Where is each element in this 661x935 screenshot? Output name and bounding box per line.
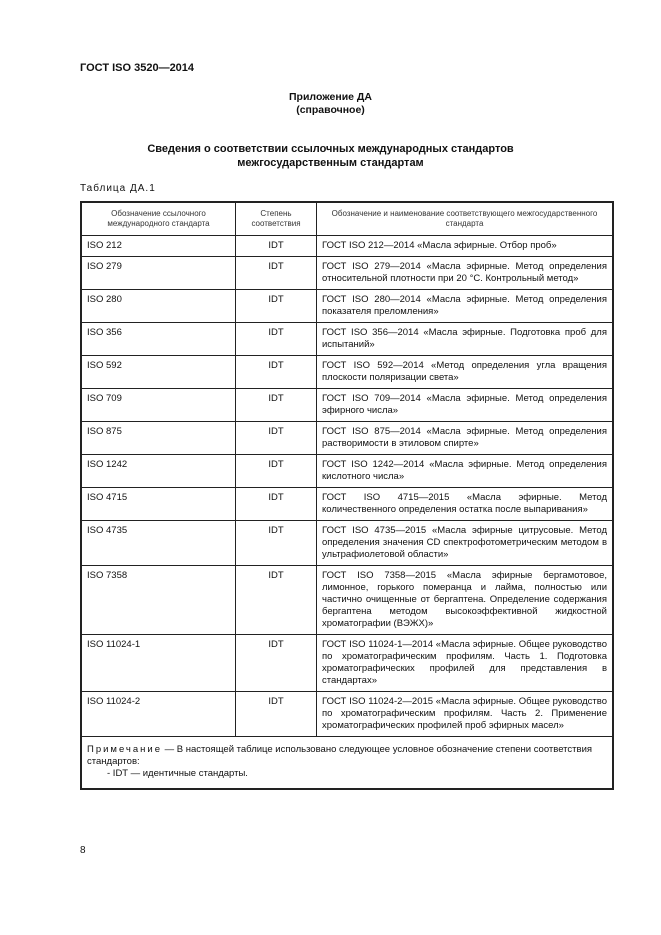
cell-interstate-standard: ГОСТ ISO 356—2014 «Масла эфирные. Подготовка проб для испытаний» <box>317 323 614 356</box>
cell-degree: IDT <box>236 455 317 488</box>
cell-interstate-standard: ГОСТ ISO 875—2014 «Масла эфирные. Метод определения растворимости в этиловом спирте» <box>317 422 614 455</box>
cell-degree: IDT <box>236 356 317 389</box>
table-row <box>81 290 613 323</box>
table-row <box>81 635 613 692</box>
header-intl-standard: Обозначение ссылочного международного стандарта <box>81 202 236 236</box>
cell-interstate-standard: ГОСТ ISO 4735—2015 «Масла эфирные цитрусовые. Метод определения значения CD спектрофотометрическим методом в ультрафиолетовой области» <box>317 521 614 566</box>
table-row <box>81 323 613 356</box>
section-title-line2: межгосударственным стандартам <box>237 157 424 169</box>
table-row <box>81 692 613 737</box>
cell-intl-standard: ISO 4715 <box>81 488 236 521</box>
table-row <box>81 356 613 389</box>
cell-interstate-standard: ГОСТ ISO 279—2014 «Масла эфирные. Метод определения относительной плотности при 20 °С. Контрольный метод» <box>317 257 614 290</box>
cell-intl-standard: ISO 212 <box>81 236 236 257</box>
appendix-title: Приложение ДА <box>289 91 372 103</box>
cell-degree: IDT <box>236 323 317 356</box>
cell-intl-standard: ISO 875 <box>81 422 236 455</box>
table-row <box>81 389 613 422</box>
note-label: Примечание <box>87 744 162 755</box>
table-header-row <box>81 202 613 236</box>
cell-interstate-standard: ГОСТ ISO 4715—2015 «Масла эфирные. Метод количественного определения остатка после выпаривания» <box>317 488 614 521</box>
note-item: - IDT — идентичные стандарты. <box>107 768 248 779</box>
note-text: — В настоящей таблице использовано следующее условное обозначение степени соответствия стандартов: <box>87 744 593 767</box>
table-row <box>81 422 613 455</box>
cell-intl-standard: ISO 4735 <box>81 521 236 566</box>
table-row <box>81 257 613 290</box>
cell-intl-standard: ISO 1242 <box>81 455 236 488</box>
table-row <box>81 236 613 257</box>
table-row <box>81 566 613 635</box>
table-body <box>81 236 613 737</box>
cell-degree: IDT <box>236 290 317 323</box>
cell-interstate-standard: ГОСТ ISO 11024-1—2014 «Масла эфирные. Общее руководство по хроматографическим профилям. Часть 1. Подготовка хроматографических профилей для представления в стандартах» <box>317 635 614 692</box>
cell-interstate-standard: ГОСТ ISO 709—2014 «Масла эфирные. Метод определения эфирного числа» <box>317 389 614 422</box>
cell-degree: IDT <box>236 488 317 521</box>
cell-intl-standard: ISO 279 <box>81 257 236 290</box>
document-header: ГОСТ ISO 3520—2014 <box>80 62 195 74</box>
cell-intl-standard: ISO 280 <box>81 290 236 323</box>
cell-degree: IDT <box>236 521 317 566</box>
table-row <box>81 455 613 488</box>
cell-interstate-standard: ГОСТ ISO 7358—2015 «Масла эфирные бергамотовое, лимонное, горького померанца и лайма, полностью или частично очищенные от бергаптена. Определение содержания бергаптена методом высокоэффективной жидкостной хроматографии (ВЭЖХ)» <box>317 566 614 635</box>
cell-degree: IDT <box>236 422 317 455</box>
cell-degree: IDT <box>236 236 317 257</box>
cell-degree: IDT <box>236 257 317 290</box>
cell-interstate-standard: ГОСТ ISO 212—2014 «Масла эфирные. Отбор проб» <box>317 236 614 257</box>
cell-interstate-standard: ГОСТ ISO 1242—2014 «Масла эфирные. Метод определения кислотного числа» <box>317 455 614 488</box>
correspondence-table-container <box>80 201 614 790</box>
table-note-row <box>81 737 613 790</box>
cell-degree: IDT <box>236 389 317 422</box>
cell-interstate-standard: ГОСТ ISO 11024-2—2015 «Масла эфирные. Общее руководство по хроматографическим профилям. Часть 2. Применение хроматографических профилей проб эфирных масел» <box>317 692 614 737</box>
cell-interstate-standard: ГОСТ ISO 280—2014 «Масла эфирные. Метод определения показателя преломления» <box>317 290 614 323</box>
cell-intl-standard: ISO 356 <box>81 323 236 356</box>
cell-intl-standard: ISO 11024-1 <box>81 635 236 692</box>
table-caption: Таблица ДА.1 <box>80 183 156 194</box>
cell-intl-standard: ISO 11024-2 <box>81 692 236 737</box>
cell-intl-standard: ISO 7358 <box>81 566 236 635</box>
cell-interstate-standard: ГОСТ ISO 592—2014 «Метод определения угла вращения плоскости поляризации света» <box>317 356 614 389</box>
cell-degree: IDT <box>236 635 317 692</box>
cell-intl-standard: ISO 592 <box>81 356 236 389</box>
header-degree: Степень соответствия <box>236 202 317 236</box>
header-interstate-standard: Обозначение и наименование соответствующего межгосударственного стандарта <box>317 202 614 236</box>
appendix-type: (справочное) <box>296 104 365 116</box>
table-row <box>81 521 613 566</box>
cell-degree: IDT <box>236 692 317 737</box>
cell-intl-standard: ISO 709 <box>81 389 236 422</box>
cell-degree: IDT <box>236 566 317 635</box>
correspondence-table <box>80 201 614 790</box>
page-number: 8 <box>80 845 86 856</box>
table-note <box>81 737 613 790</box>
table-row <box>81 488 613 521</box>
section-title-line1: Сведения о соответствии ссылочных международных стандартов <box>147 143 514 155</box>
